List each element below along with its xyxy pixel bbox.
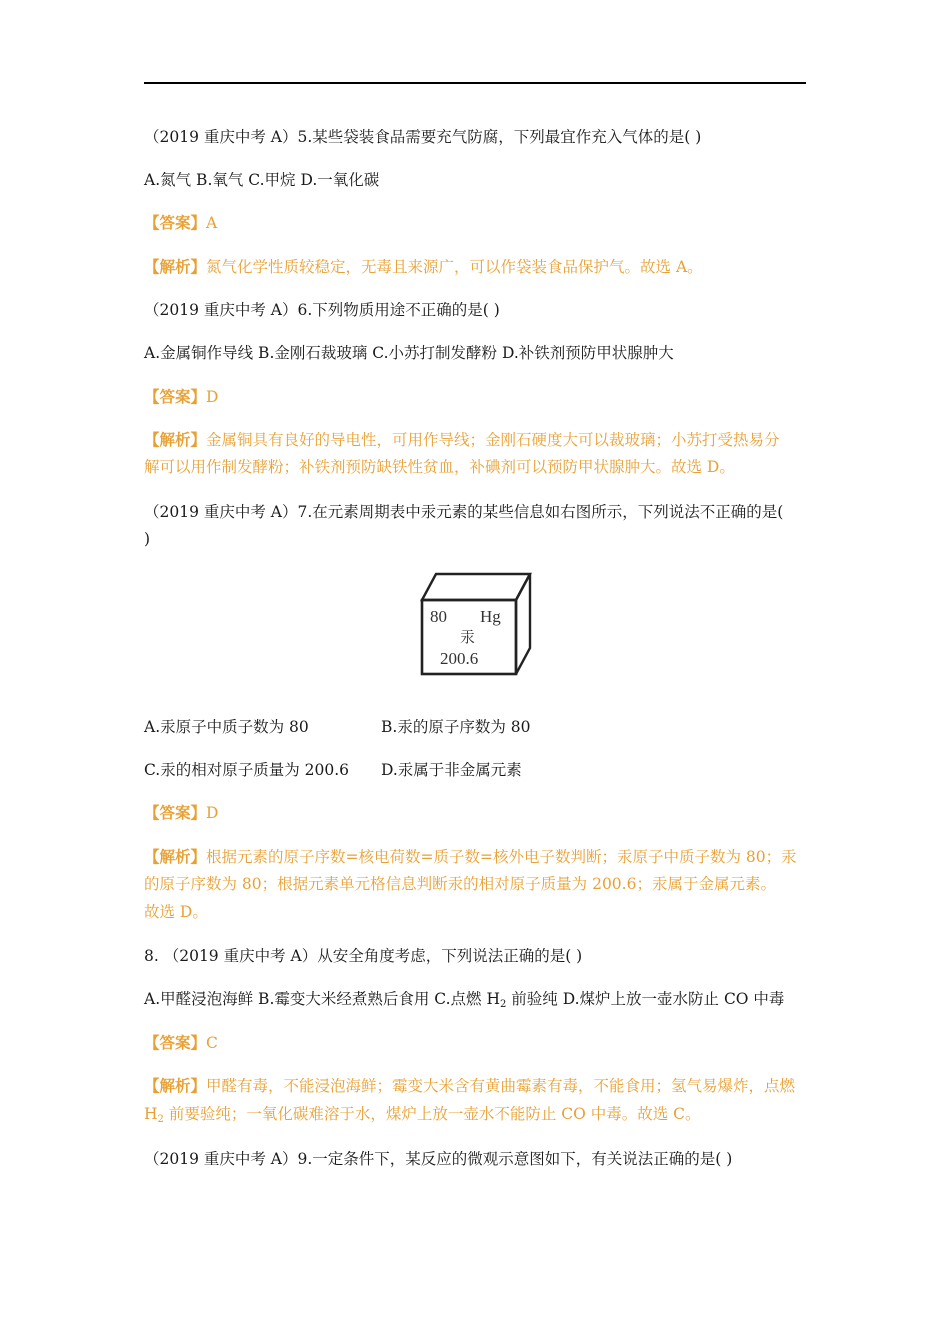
q6-options: A.金属铜作导线 B.金刚石裁玻璃 C.小苏打制发酵粉 D.补铁剂预防甲状腺肿大 (144, 344, 674, 362)
q6-analysis (144, 429, 814, 451)
q8-options-subscript: 2 (499, 999, 507, 1010)
analysis-part2: 前要验纯；一氧化碳难溶于水，煤炉上放一壶水不能防止 CO 中毒。故选 C。 (163, 1105, 701, 1123)
q8-stem: 8. （2019 重庆中考 A）从安全角度考虑，下列说法正确的是( ) (144, 947, 583, 965)
q7-option-a: A.汞原子中质子数为 80 (144, 718, 309, 736)
q5-analysis (144, 256, 814, 278)
answer-value: A (206, 214, 218, 232)
analysis-tag: 【解析】 (144, 430, 207, 449)
q5-answer (144, 212, 814, 234)
element-name: 汞 (460, 628, 476, 646)
q7-analysis-line2: 的原子序数为 80；根据元素单元格信息判断汞的相对原子质量为 200.6；汞属于金属元素。 (144, 875, 776, 893)
card-top-face (422, 574, 530, 600)
analysis-tag: 【解析】 (144, 257, 207, 276)
q8-options (144, 988, 814, 1010)
q7-option-d: D.汞属于非金属元素 (381, 761, 522, 779)
answer-tag: 【答案】 (144, 387, 207, 406)
analysis-tag: 【解析】 (144, 1076, 207, 1095)
q8-options-part1: A.甲醛浸泡海鲜 B.霉变大米经煮熟后食用 C.点燃 H (144, 990, 500, 1008)
answer-tag: 【答案】 (144, 213, 207, 232)
q8-options-part2: 前验纯 D.煤炉上放一壶水防止 CO 中毒 (506, 990, 785, 1008)
q7-stem-line2: ) (144, 530, 151, 548)
q7-option-b: B.汞的原子序数为 80 (381, 718, 531, 736)
element-card-figure (418, 570, 534, 678)
q7-analysis (144, 846, 814, 868)
answer-value: C (206, 1034, 218, 1052)
q7-option-c: C.汞的相对原子质量为 200.6 (144, 761, 350, 779)
q6-analysis-line2: 解可以用作制发酵粉；补铁剂预防缺铁性贫血，补碘剂可以预防甲状腺肿大。故选 D。 (144, 458, 735, 476)
analysis-subscript: 2 (157, 1114, 164, 1125)
answer-tag: 【答案】 (144, 1033, 207, 1052)
analysis-tag: 【解析】 (144, 847, 207, 866)
analysis-text: 甲醛有毒，不能浸泡海鲜；霉变大米含有黄曲霉素有毒，不能食用；氢气易爆炸，点燃 (206, 1077, 796, 1095)
answer-tag: 【答案】 (144, 803, 207, 822)
header-rule (144, 82, 806, 84)
q8-analysis (144, 1075, 814, 1097)
answer-value: D (206, 804, 219, 822)
q5-stem: （2019 重庆中考 A）5.某些袋装食品需要充气防腐，下列最宜作充入气体的是( ) (144, 128, 702, 146)
q7-options-row2 (144, 759, 814, 781)
card-side-face (516, 574, 530, 674)
q7-analysis-line3: 故选 D。 (144, 903, 208, 921)
q7-options-row1 (144, 716, 814, 738)
q9-stem: （2019 重庆中考 A）9.一定条件下，某反应的微观示意图如下，有关说法正确的是( ) (144, 1150, 733, 1168)
analysis-text: 根据元素的原子序数=核电荷数=质子数=核外电子数判断；汞原子中质子数为 80；汞 (206, 848, 797, 866)
analysis-text: 金属铜具有良好的导电性，可用作导线；金刚石硬度大可以裁玻璃；小苏打受热易分 (206, 431, 780, 449)
element-symbol: Hg (480, 607, 501, 626)
q7-answer (144, 802, 814, 824)
q8-answer (144, 1032, 814, 1054)
q6-answer (144, 386, 814, 408)
q5-options: A.氮气 B.氧气 C.甲烷 D.一氧化碳 (144, 171, 380, 189)
atomic-mass: 200.6 (440, 649, 479, 668)
analysis-text: 氮气化学性质较稳定，无毒且来源广，可以作袋装食品保护气。故选 A。 (206, 258, 703, 276)
q8-analysis-line2 (144, 1103, 814, 1125)
q7-stem: （2019 重庆中考 A）7.在元素周期表中汞元素的某些信息如右图所示，下列说法不正确的是( (144, 503, 784, 521)
answer-value: D (206, 388, 219, 406)
analysis-part1: H (144, 1105, 158, 1123)
atomic-number: 80 (430, 607, 447, 626)
q6-stem: （2019 重庆中考 A）6.下列物质用途不正确的是( ) (144, 301, 500, 319)
